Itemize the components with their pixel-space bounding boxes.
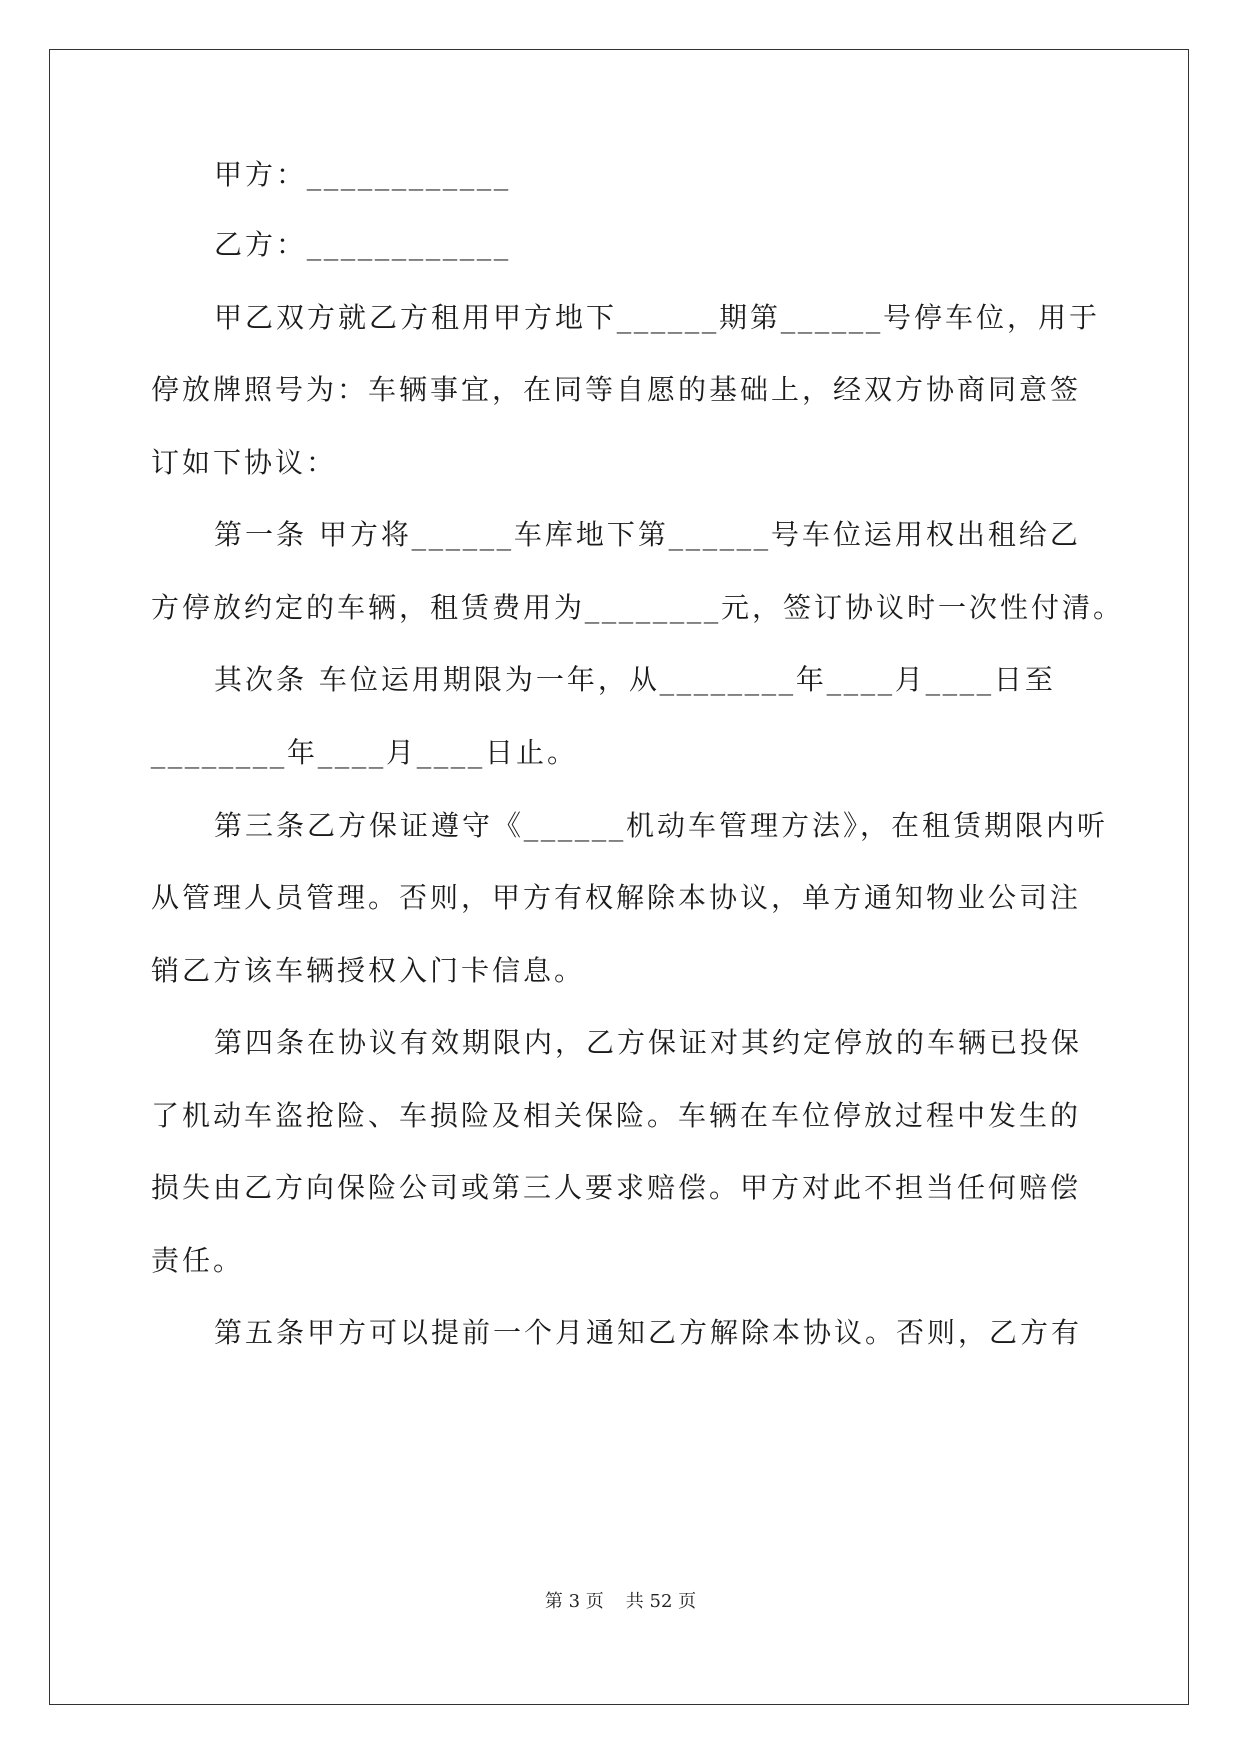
page-footer [0,1590,1241,1614]
page-number: 第 3 页 [544,1591,604,1612]
article-2-line-1: 其次条 车位运用期限为一年，从________年____月____日至 [214,663,1056,696]
article-3-line-3: 销乙方该车辆授权入门卡信息。 [151,954,586,987]
party-a-line: 甲方：____________ [214,158,512,191]
article-3-line-1: 第三条乙方保证遵守《______机动车管理方法》，在租赁期限内听 [214,809,1109,842]
intro-line-3: 订如下协议： [151,446,338,479]
article-4-line-4: 责任。 [151,1244,245,1277]
page-total: 共 52 页 [625,1591,697,1612]
intro-line-2: 停放牌照号为：车辆事宜，在同等自愿的基础上，经双方协商同意签 [151,373,1082,406]
article-4-line-1: 第四条在协议有效期限内，乙方保证对其约定停放的车辆已投保 [214,1026,1083,1059]
intro-line-1: 甲乙双方就乙方租用甲方地下______期第______号停车位，用于 [214,301,1101,334]
article-5-line-1: 第五条甲方可以提前一个月通知乙方解除本协议。否则，乙方有 [214,1316,1083,1349]
article-1-line-1: 第一条 甲方将______车库地下第______号车位运用权出租给乙 [214,518,1081,551]
article-4-line-3: 损失由乙方向保险公司或第三人要求赔偿。甲方对此不担当任何赔偿 [151,1171,1082,1204]
party-b-line: 乙方：____________ [214,228,512,261]
article-2-line-2: ________年____月____日止。 [151,736,579,769]
article-4-line-2: 了机动车盗抢险、车损险及相关保险。车辆在车位停放过程中发生的 [151,1099,1082,1132]
article-3-line-2: 从管理人员管理。否则，甲方有权解除本协议，单方通知物业公司注 [151,881,1082,914]
article-1-line-2: 方停放约定的车辆，租赁费用为________元，签订协议时一次性付清。 [151,591,1125,624]
